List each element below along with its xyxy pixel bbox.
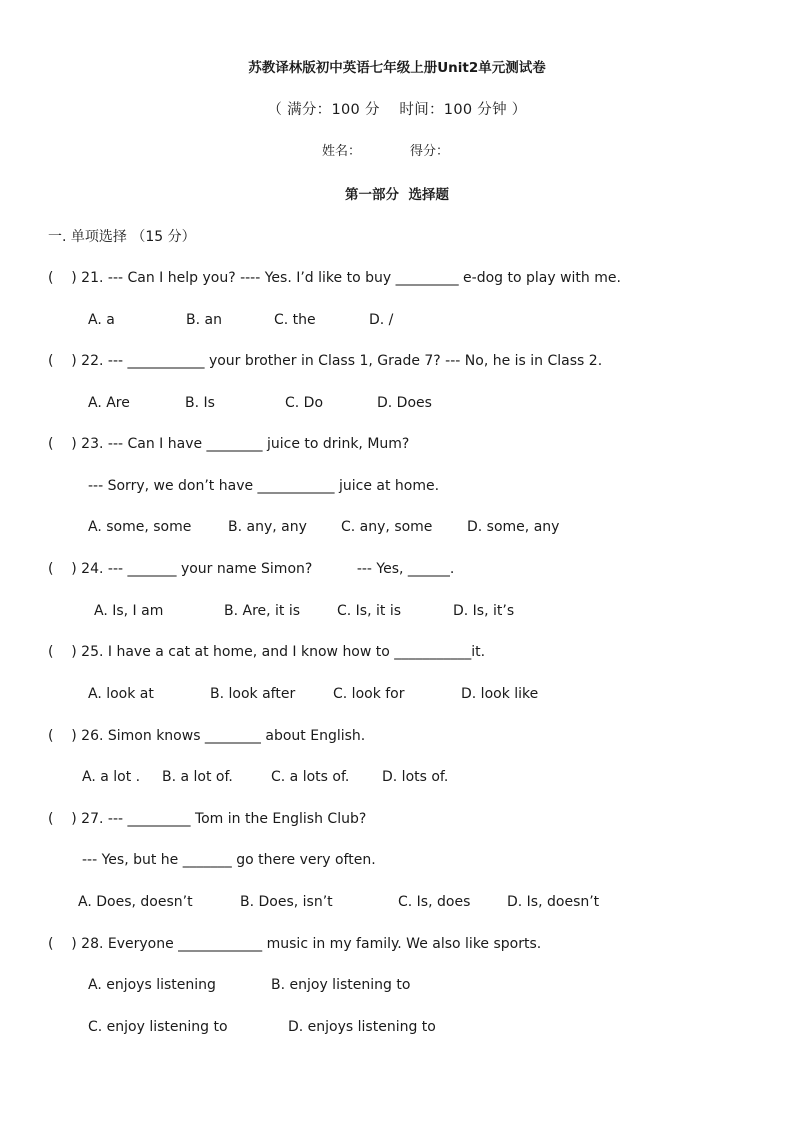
question-text-continued: --- Yes, but he _______ go there very often.	[82, 852, 376, 868]
question-24	[48, 560, 454, 578]
question-text: Everyone ____________ music in my family. We also like sports.	[107, 936, 542, 952]
question-number: ( ) 28.	[48, 936, 108, 952]
question-27	[48, 810, 366, 828]
option-a: A. Are	[88, 395, 130, 411]
question-number: ( ) 21.	[48, 270, 108, 286]
question-25	[48, 643, 485, 661]
option-d: D. look like	[461, 686, 539, 702]
option-d: D. enjoys listening to	[288, 1019, 436, 1035]
option-d: D. some, any	[467, 519, 560, 535]
question-22	[48, 352, 602, 370]
option-a: A. enjoys listening	[88, 977, 216, 993]
question-number: ( ) 23.	[48, 436, 108, 452]
option-a: A. Does, doesn’t	[78, 894, 193, 910]
question-text: --- Can I help you? ---- Yes. I’d like to buy _________ e-dog to play with me.	[107, 270, 621, 286]
section-title: 一. 单项选择 （15 分）	[48, 229, 196, 245]
option-b: B. Does, isn’t	[240, 894, 333, 910]
option-c: C. Is, does	[398, 894, 471, 910]
question-text: I have a cat at home, and I know how to ___________it.	[107, 644, 486, 660]
option-a: A. Is, I am	[94, 603, 164, 619]
option-b: B. a lot of.	[162, 769, 233, 785]
question-text: --- _______ your name Simon? --- Yes, ______.	[107, 561, 455, 577]
option-d: D. Is, it’s	[453, 603, 515, 619]
option-a: A. a	[88, 312, 115, 328]
option-b: B. Is	[185, 395, 215, 411]
question-21	[48, 269, 621, 287]
question-23	[48, 435, 409, 453]
option-b: B. Are, it is	[224, 603, 301, 619]
option-c: C. any, some	[341, 519, 433, 535]
question-28	[48, 935, 541, 953]
question-number: ( ) 24.	[48, 561, 108, 577]
question-text: --- _________ Tom in the English Club?	[107, 811, 367, 827]
option-a: A. a lot .	[82, 769, 141, 785]
option-b: B. look after	[210, 686, 296, 702]
option-b: B. enjoy listening to	[271, 977, 411, 993]
exam-subtitle: （ 满分：100 分 时间：100 分钟 ）	[267, 102, 527, 118]
option-d: D. lots of.	[382, 769, 449, 785]
question-text: Simon knows ________ about English.	[107, 728, 366, 744]
question-number: ( ) 27.	[48, 811, 108, 827]
option-c: C. Is, it is	[337, 603, 402, 619]
option-d: D. /	[369, 312, 394, 328]
exam-title: 苏教译林版初中英语七年级上册Unit2单元测试卷	[248, 60, 546, 76]
option-d: D. Does	[377, 395, 432, 411]
name-label: 姓名：	[322, 144, 362, 159]
option-a: A. some, some	[88, 519, 192, 535]
option-c: C. look for	[333, 686, 405, 702]
option-c: C. the	[274, 312, 316, 328]
option-a: A. look at	[88, 686, 154, 702]
question-text: --- ___________ your brother in Class 1, Grade 7? --- No, he is in Class 2.	[107, 353, 603, 369]
option-c: C. a lots of.	[271, 769, 350, 785]
question-number: ( ) 26.	[48, 728, 108, 744]
score-label: 得分：	[410, 144, 450, 159]
option-b: B. an	[186, 312, 222, 328]
question-text-continued: --- Sorry, we don’t have ___________ juice at home.	[88, 478, 440, 494]
part-title: 第一部分 选择题	[345, 187, 449, 203]
question-number: ( ) 25.	[48, 644, 108, 660]
question-text: --- Can I have ________ juice to drink, Mum?	[107, 436, 410, 452]
option-c: C. Do	[285, 395, 324, 411]
option-c: C. enjoy listening to	[88, 1019, 228, 1035]
question-26	[48, 727, 365, 745]
option-b: B. any, any	[228, 519, 307, 535]
option-d: D. Is, doesn’t	[507, 894, 600, 910]
question-number: ( ) 22.	[48, 353, 108, 369]
